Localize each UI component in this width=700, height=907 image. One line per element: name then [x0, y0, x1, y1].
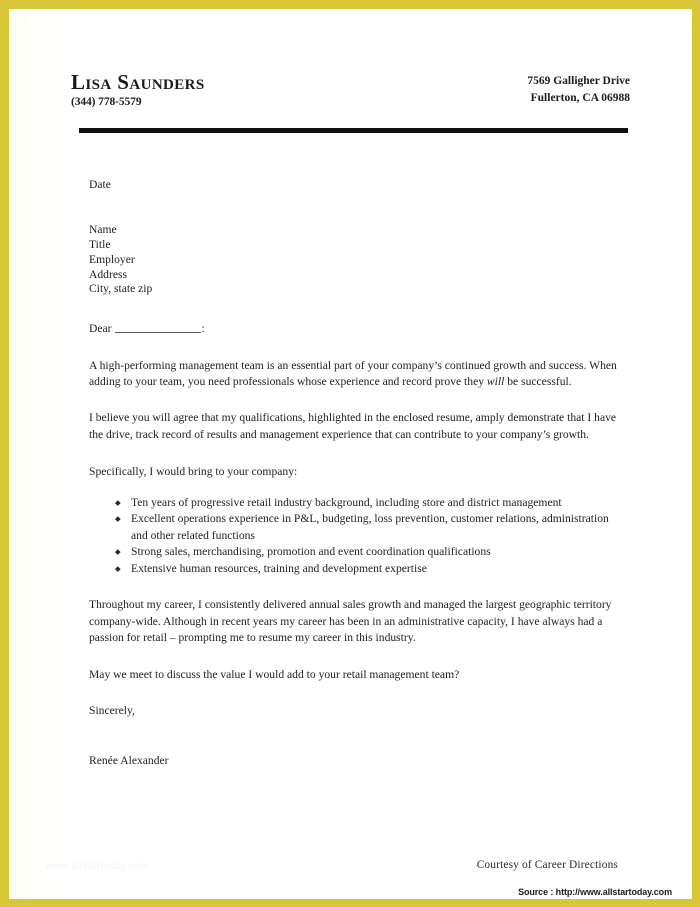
qualifications-list	[89, 495, 627, 578]
paragraph-3: Throughout my career, I consistently delivered annual sales growth and managed the largest geographic territory company-wide. Although in recent years my career has been in an administrative capacity, I have always had a passion for retail – prompting me to resume my career in this industry.	[89, 598, 612, 645]
paragraph-2: I believe you will agree that my qualifications, highlighted in the enclosed resume, amply demonstrate that I have the drive, track record of results and management experience that can contribute to your company’s growth.	[89, 411, 617, 441]
courtesy-credit: Courtesy of Career Directions	[476, 859, 618, 871]
page-watermark: www.allstartoday.com	[45, 860, 150, 872]
recipient-line-title: Title	[89, 238, 111, 252]
sender-phone: (344) 778-5579	[71, 96, 142, 109]
paragraph-1-part-b: be successful.	[504, 374, 572, 388]
recipient-address-block	[89, 223, 627, 297]
recipient-line-name: Name	[89, 223, 117, 237]
recipient-line-address: Address	[89, 267, 127, 281]
recipient-line-employer: Employer	[89, 252, 135, 266]
list-item: Extensive human resources, training and development expertise	[116, 561, 627, 577]
paragraph-1-part-a: A high-performing management team is an essential part of your company’s continued growth and success. When adding to your team, you need professionals whose experience and record prove they	[89, 358, 617, 388]
sender-address-line-2: Fullerton, CA 06988	[530, 91, 630, 104]
paragraph-1	[89, 358, 627, 391]
bullet-list-intro: Specifically, I would bring to your company:	[89, 465, 298, 479]
signature-name: Renée Alexander	[89, 753, 169, 767]
list-item: Strong sales, merchandising, promotion and event coordination qualifications	[116, 544, 627, 560]
sender-address-line-1: 7569 Galligher Drive	[527, 75, 630, 87]
salutation-suffix: :	[201, 322, 205, 336]
letterhead	[71, 71, 630, 108]
date-placeholder: Date	[89, 178, 111, 191]
list-item: Excellent operations experience in P&L, budgeting, loss prevention, customer relations, administration and other related functions	[116, 511, 627, 543]
sender-name: Lisa Saunders	[71, 70, 205, 94]
salutation-prefix: Dear	[89, 322, 112, 336]
header-divider-rule	[79, 128, 628, 133]
sign-off: Sincerely,	[89, 704, 135, 718]
list-item: Ten years of progressive retail industry background, including store and district management	[116, 495, 627, 511]
page-inner-surface	[9, 9, 692, 899]
salutation	[89, 321, 627, 337]
source-attribution: Source : http://www.allstartoday.com	[518, 887, 672, 897]
salutation-blank-line	[115, 322, 201, 333]
letter-body	[89, 177, 627, 781]
letterhead-address	[527, 71, 630, 106]
paragraph-4: May we meet to discuss the value I would add to your retail management team?	[89, 667, 460, 681]
letterhead-sender	[71, 71, 205, 108]
recipient-line-city-state-zip: City, state zip	[89, 282, 153, 296]
paragraph-1-emphasis: will	[486, 374, 505, 388]
